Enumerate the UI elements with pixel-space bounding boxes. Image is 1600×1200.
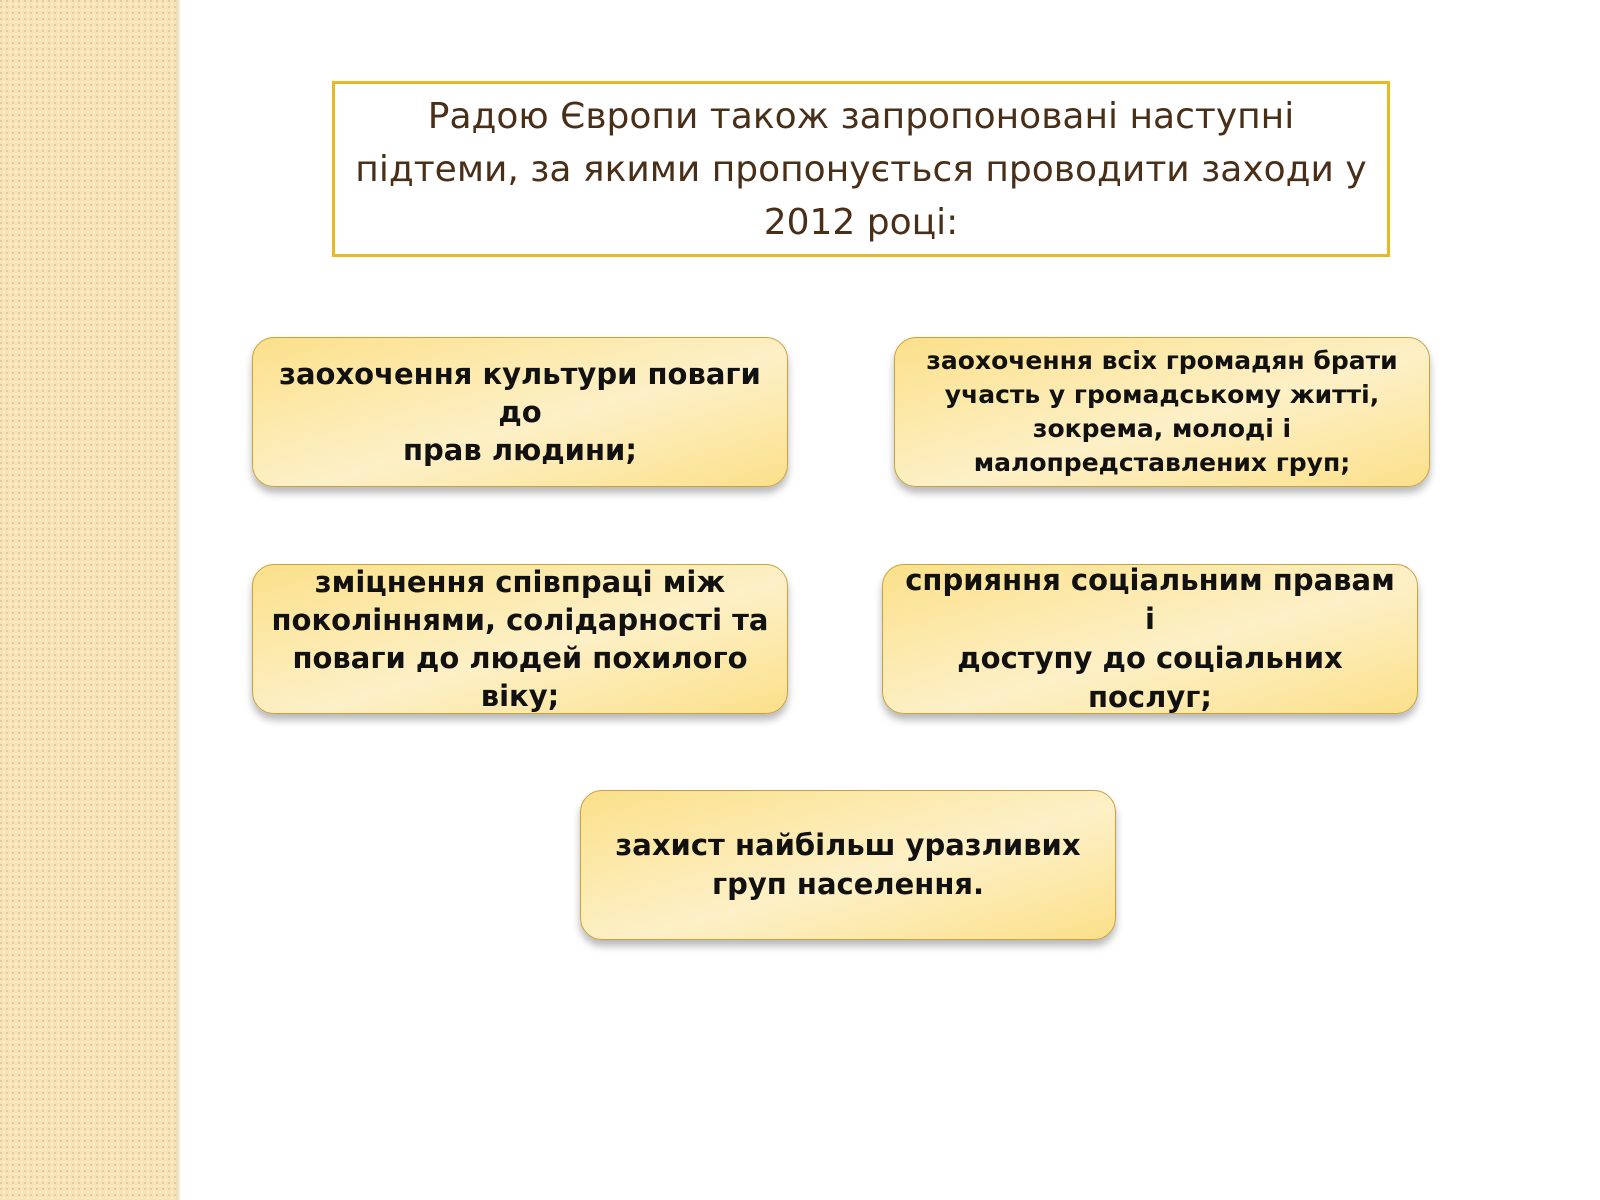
subtopic-line: участь у громадському житті, [944, 380, 1380, 409]
title-text [355, 90, 1366, 249]
subtopic-box-generations [252, 564, 788, 714]
subtopic-line: сприяння соціальним правам і [905, 563, 1395, 636]
subtopic-line: доступу до соціальних послуг; [957, 641, 1343, 714]
subtopic-text [615, 826, 1080, 904]
subtopic-line: поколіннями, солідарності та [271, 603, 769, 637]
subtopic-box-vulnerable-groups [580, 790, 1116, 940]
subtopic-line: зміцнення співпраці між [314, 565, 726, 599]
title-box [332, 81, 1390, 257]
subtopic-box-social-rights [882, 564, 1418, 714]
subtopic-text [897, 561, 1403, 717]
decorative-side-band [0, 0, 176, 1200]
subtopic-line: заохочення культури поваги до [279, 357, 761, 429]
subtopic-line: груп населення. [711, 867, 985, 901]
subtopic-text [267, 355, 773, 469]
subtopic-line: заохочення всіх громадян брати [926, 346, 1398, 375]
title-line-3: 2012 році: [763, 201, 959, 243]
subtopic-box-civic-participation [894, 337, 1430, 487]
subtopic-line: захист найбільш уразливих [615, 828, 1081, 862]
subtopic-line: поваги до людей похилого [292, 641, 748, 675]
title-line-2: підтеми, за якими пропонується проводити заходи у [355, 148, 1367, 190]
subtopic-box-human-rights [252, 337, 788, 487]
subtopic-line: прав людини; [403, 433, 637, 467]
side-band-edge [176, 0, 181, 1200]
subtopic-text [272, 563, 769, 715]
subtopic-text [926, 344, 1397, 480]
subtopic-line: зокрема, молоді і [1032, 414, 1292, 443]
subtopic-line: віку; [480, 679, 560, 713]
subtopic-line: малопредставлених груп; [973, 448, 1351, 477]
title-line-1: Радою Європи також запропоновані наступні [427, 95, 1295, 137]
